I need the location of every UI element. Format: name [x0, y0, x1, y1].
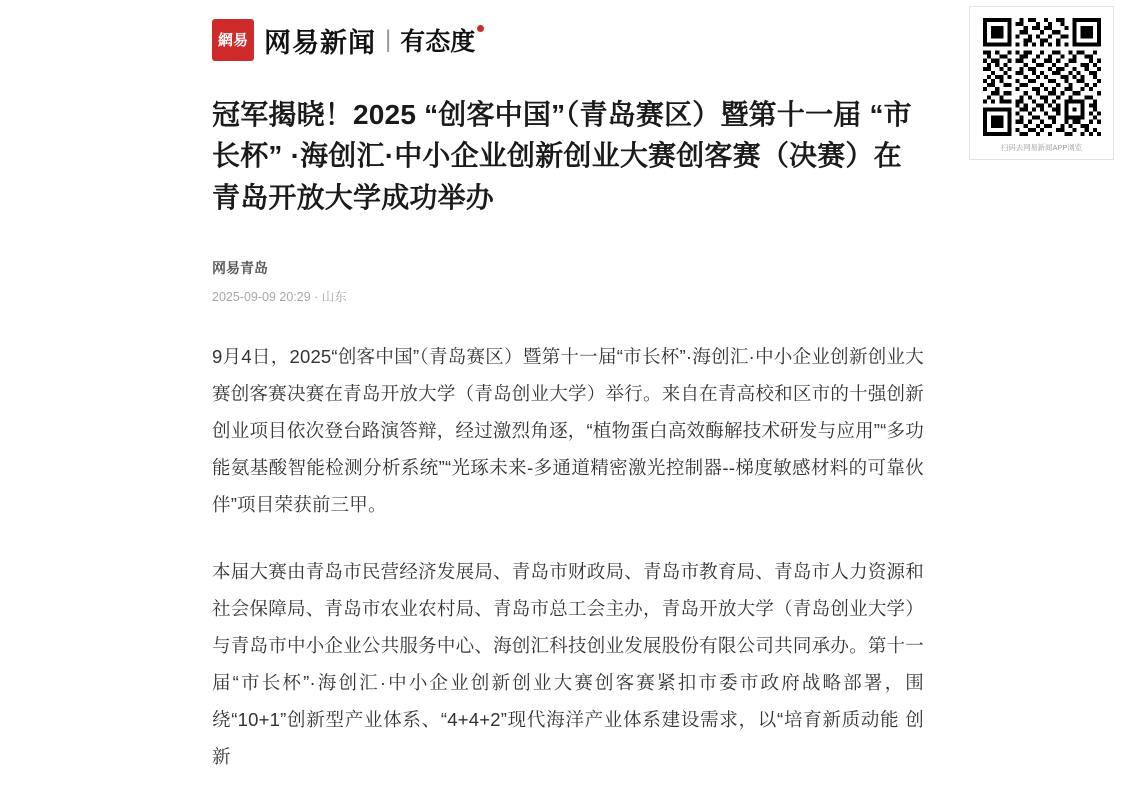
brand-name[interactable]: 网易新闻	[264, 27, 376, 58]
site-masthead	[212, 0, 924, 72]
article-paragraph: 9月4日，2025“创客中国”（青岛赛区）暨第十一届“市长杯”·海创汇·中小企业创新创业大赛创客赛决赛在青岛开放大学（青岛创业大学）举行。来自在青高校和区市的十强创新创业项目依次登台路演答辩，经过激烈角逐，“植物蛋白高效酶解技术研发与应用”“多功能氨基酸智能检测分析系统”“光琢未来-多通道精密激光控制器--梯度敏感材料的可靠伙伴”项目荣获前三甲。	[212, 346, 924, 516]
byline-meta: 2025-09-09 20:29 · 山东	[212, 290, 347, 305]
brand-slogan-text: 有态度	[400, 28, 476, 56]
qr-code-icon[interactable]	[983, 18, 1101, 136]
byline	[212, 258, 924, 305]
article-body	[212, 338, 924, 775]
brand-slogan	[400, 22, 475, 58]
qr-code-panel	[969, 6, 1114, 160]
brand-divider: |	[385, 26, 392, 53]
page-title: 冠军揭晓！2025 “创客中国”（青岛赛区）暨第十一届 “市长杯” ·海创汇·中小企业创新创业大赛创客赛（决赛）在青岛开放大学成功举办	[212, 99, 912, 213]
article-paragraph: 本届大赛由青岛市民营经济发展局、青岛市财政局、青岛市教育局、青岛市人力资源和社会保障局、青岛市农业农村局、青岛市总工会主办，青岛开放大学（青岛创业大学）与青岛市中小企业公共服务中心、海创汇科技创业发展股份有限公司共同承办。第十一届“市长杯”·海创汇·中小企业创新创业大赛创客赛紧扣市委市政府战略部署，围绕“10+1”创新型产业体系、“4+4+2”现代海洋产业体系建设需求，以“培育新质动能 创新	[212, 561, 924, 768]
logo-badge-text: 網易	[217, 31, 248, 49]
netease-logo-icon[interactable]	[212, 19, 254, 61]
qr-caption: 扫码去网易新闻APP浏览	[1001, 143, 1082, 152]
byline-source[interactable]: 网易青岛	[212, 260, 268, 277]
slogan-dot-icon	[477, 25, 484, 32]
article-content	[212, 0, 924, 805]
